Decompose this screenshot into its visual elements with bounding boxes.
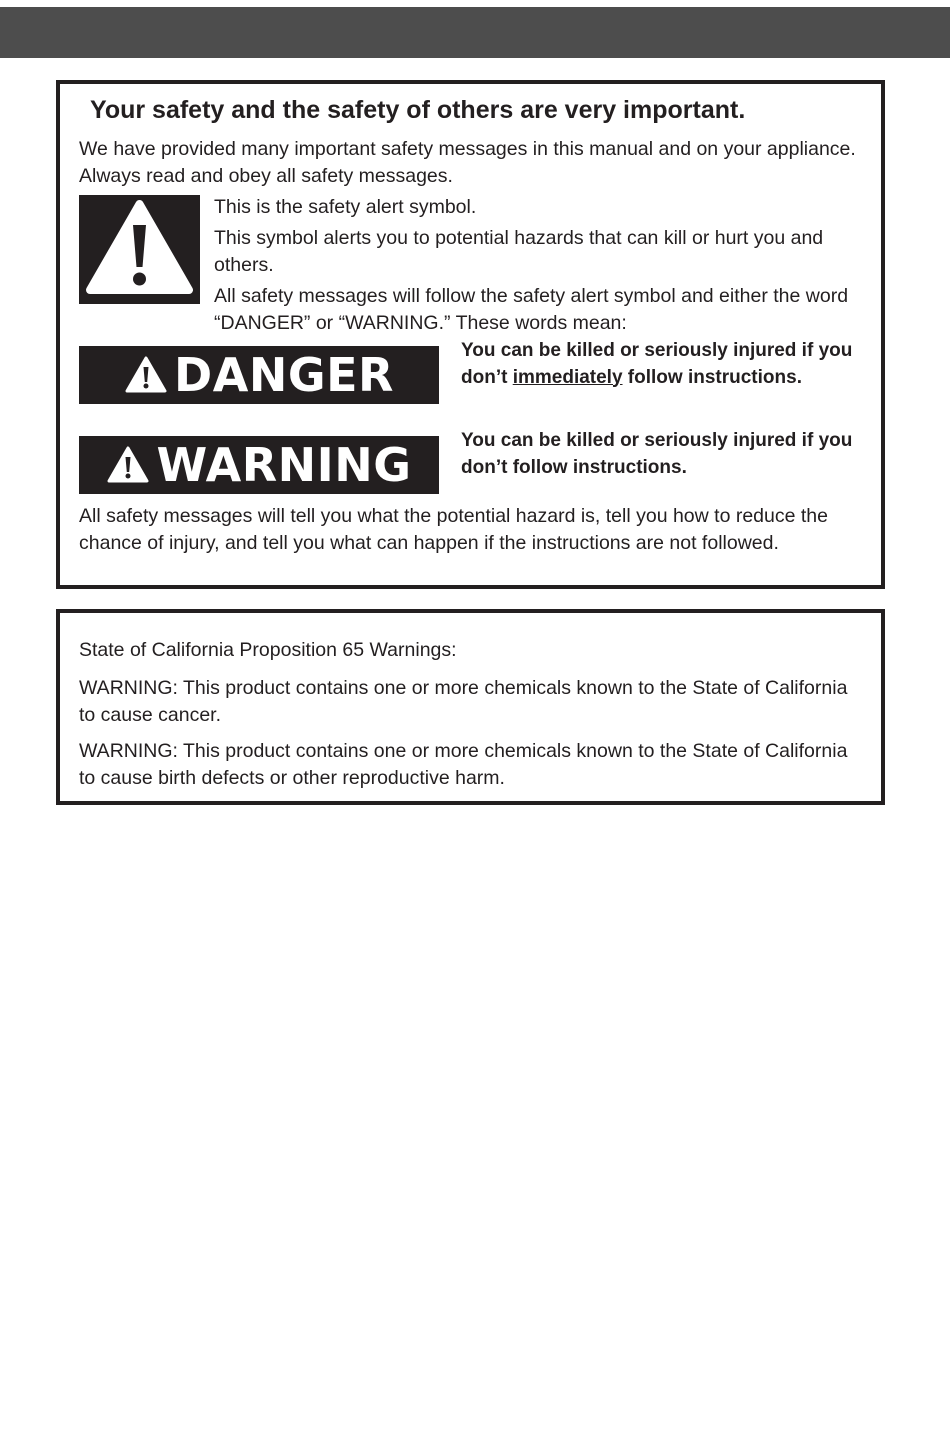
prop65-warnings-box — [56, 609, 885, 805]
header-bar — [0, 7, 950, 58]
safety-symbol-purpose: This symbol alerts you to potential hazards that can kill or hurt you and others. — [214, 227, 824, 276]
safety-intro-text: We have provided many important safety messages in this manual and on your appliance. Always read and obey all safety messages. — [79, 138, 856, 187]
warning-label: WARNING — [156, 438, 412, 492]
prop65-title: State of California Proposition 65 Warnings: — [79, 639, 457, 661]
warning-alert-icon — [106, 445, 150, 485]
prop65-reproductive-harm-warning: WARNING: This product contains one or more chemicals known to the State of California to cause birth defects or other reproductive harm. — [79, 740, 848, 789]
danger-description — [461, 338, 871, 391]
danger-signal-banner — [79, 346, 439, 404]
warning-description: You can be killed or seriously injured if you don’t follow instructions. — [461, 430, 853, 478]
signal-words-explanation: All safety messages will follow the safety alert symbol and either the word “DANGER” or “WARNING.” These words mean: — [214, 285, 849, 334]
safety-alert-triangle-icon — [79, 195, 200, 304]
safety-alert-symbol — [79, 195, 200, 304]
danger-description-part-2: follow instructions. — [622, 366, 802, 388]
safety-information-box — [56, 80, 885, 589]
danger-description-emphasis: immediately — [512, 366, 623, 388]
safety-symbol-description: This is the safety alert symbol. — [214, 196, 477, 218]
warning-signal-banner — [79, 436, 439, 494]
danger-alert-icon — [124, 355, 168, 395]
danger-label: DANGER — [174, 348, 394, 402]
danger-description-part-1: You can be killed or seriously injured if you don’t — [461, 340, 853, 388]
safety-closing-text: All safety messages will tell you what the potential hazard is, tell you how to reduce the chance of injury, and tell you what can happen if the instructions are not followed. — [79, 505, 828, 554]
prop65-cancer-warning: WARNING: This product contains one or more chemicals known to the State of California to cause cancer. — [79, 677, 848, 726]
safety-headline: Your safety and the safety of others are very important. — [90, 96, 746, 124]
